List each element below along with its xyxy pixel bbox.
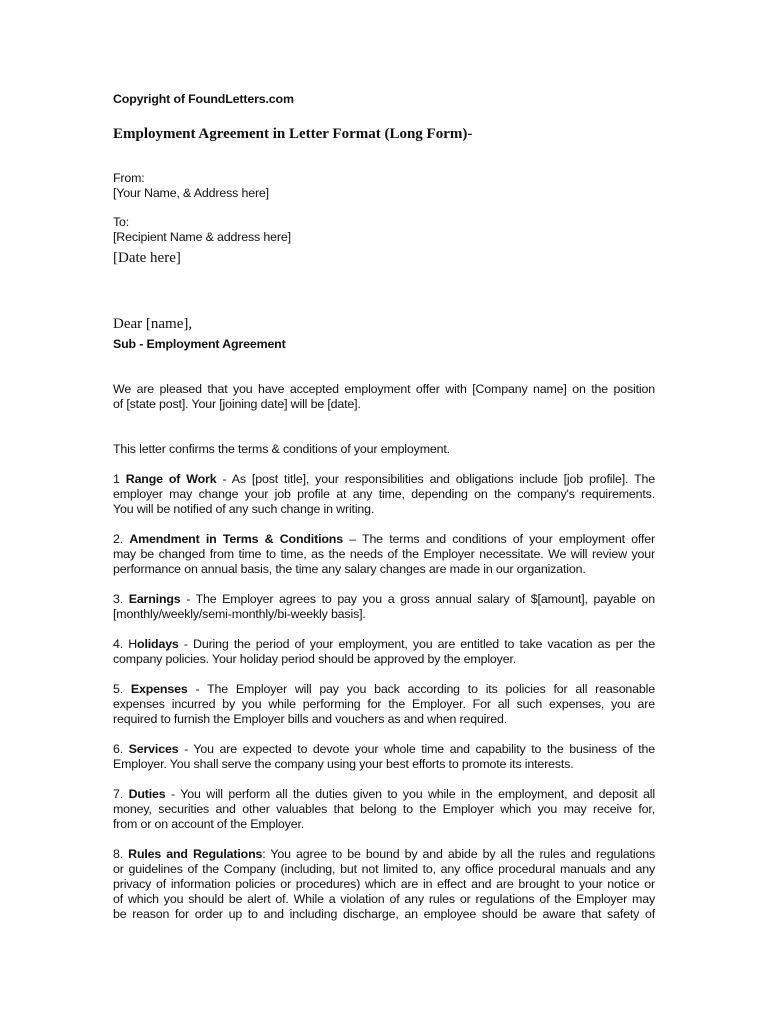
clause-line: employer may change your job profile at any time, depending on the company's requirements.: [113, 487, 655, 501]
clause-text: – The terms and conditions of your employment offer: [342, 532, 656, 546]
clause-line: [113, 532, 655, 547]
letter-page: [113, 88, 655, 922]
clause-text: - You will perform all the duties given to you while in the employment, and deposit all: [165, 787, 656, 801]
clause-line: from or on account of the Employer.: [113, 817, 305, 831]
clause-range-of-work: [113, 472, 655, 517]
clause-line: may be changed from time to time, as the needs of the Employer necessitate. We will review your: [113, 547, 655, 561]
date-line: [Date here]: [113, 250, 181, 266]
clause-line: [113, 742, 655, 757]
clause-rules-regulations: [113, 847, 655, 922]
clause-text: - As [post title], your responsibilities and obligations include [job profile]. The: [216, 472, 655, 486]
intro-line: of [state post]. Your [joining date] will be [date].: [113, 397, 361, 411]
clause-text: - The Employer will pay you back according to its policies for all reasonable: [187, 682, 655, 696]
clause-label: Range of Work: [125, 472, 217, 486]
from-label: From:: [113, 171, 145, 185]
clause-number: 1: [113, 472, 126, 486]
clause-line: Employer. You shall serve the company using your best efforts to promote its interests.: [113, 757, 574, 771]
clause-line: [113, 847, 655, 862]
subject-line: Sub - Employment Agreement: [113, 337, 286, 351]
clause-number: 2.: [113, 532, 130, 546]
intro-line: We are pleased that you have accepted employment offer with [Company name] on the position: [113, 382, 655, 396]
clause-services: [113, 742, 655, 772]
clause-number: 4. H: [113, 637, 138, 651]
clause-text: - During the period of your employment, you are entitled to take vacation as per the: [178, 637, 655, 651]
clause-line: [monthly/weekly/semi-monthly/bi-weekly basis].: [113, 607, 366, 621]
clause-line: [113, 682, 655, 697]
clause-label: Duties: [128, 787, 166, 801]
clause-number: 7.: [113, 787, 129, 801]
salutation: Dear [name],: [113, 316, 193, 332]
intro-paragraph: [113, 382, 655, 412]
from-value: [Your Name, & Address here]: [113, 186, 269, 200]
clause-line: be reason for order up to and including discharge, an employee should be aware that safety of: [113, 907, 655, 921]
clause-label: Amendment in Terms & Conditions: [129, 532, 343, 546]
clause-label: Rules and Regulations: [128, 847, 263, 861]
to-block: [113, 215, 655, 245]
clause-line: expenses incurred by you while performing for the Employer. For all such expenses, you are: [113, 697, 655, 711]
from-block: [113, 171, 655, 201]
clause-line: required to furnish the Employer bills and vouchers as and when required.: [113, 712, 508, 726]
clause-holidays: [113, 637, 655, 667]
clause-line: [113, 637, 655, 652]
clause-line: [113, 592, 655, 607]
clause-line: privacy of information policies or procedures) which are in effect and are brought to your notice or: [113, 877, 655, 891]
clause-line: company policies. Your holiday period should be approved by the employer.: [113, 652, 517, 666]
to-value: [Recipient Name & address here]: [113, 230, 291, 244]
clause-label: Earnings: [128, 592, 181, 606]
clause-label: olidays: [137, 637, 179, 651]
document-title: Employment Agreement in Letter Format (Long Form)-: [113, 126, 473, 142]
clause-line: of which you should be alert of. While a violation of any rules or regulations of the Employer may: [113, 892, 655, 906]
clause-text: - You are expected to devote your whole time and capability to the business of the: [178, 742, 655, 756]
clause-text: - The Employer agrees to pay you a gross annual salary of $[amount], payable on: [180, 592, 655, 606]
clause-line: [113, 787, 655, 802]
clause-earnings: [113, 592, 655, 622]
clause-number: 5.: [113, 682, 131, 696]
clause-line: or guidelines of the Company (including, but not limited to, any office procedural manuals and any: [113, 862, 655, 876]
copyright-line: Copyright of FoundLetters.com: [113, 92, 294, 106]
clause-number: 8.: [113, 847, 129, 861]
clause-number: 6.: [113, 742, 129, 756]
clause-line: [113, 472, 655, 487]
to-label: To:: [113, 215, 130, 229]
clause-line: You will be notified of any such change in writing.: [113, 502, 375, 516]
clause-text: : You agree to be bound by and abide by all the rules and regulations: [262, 847, 655, 861]
clause-amendment: [113, 532, 655, 577]
clause-label: Services: [128, 742, 179, 756]
clause-number: 3.: [113, 592, 129, 606]
clause-line: money, securities and other valuables that belong to the Employer which you may receive for,: [113, 802, 655, 816]
clause-label: Expenses: [130, 682, 188, 696]
confirms-paragraph: This letter confirms the terms & conditions of your employment.: [113, 442, 450, 456]
clause-line: performance on annual basis, the time any salary changes are made in our organization.: [113, 562, 586, 576]
clause-expenses: [113, 682, 655, 727]
clause-duties: [113, 787, 655, 832]
